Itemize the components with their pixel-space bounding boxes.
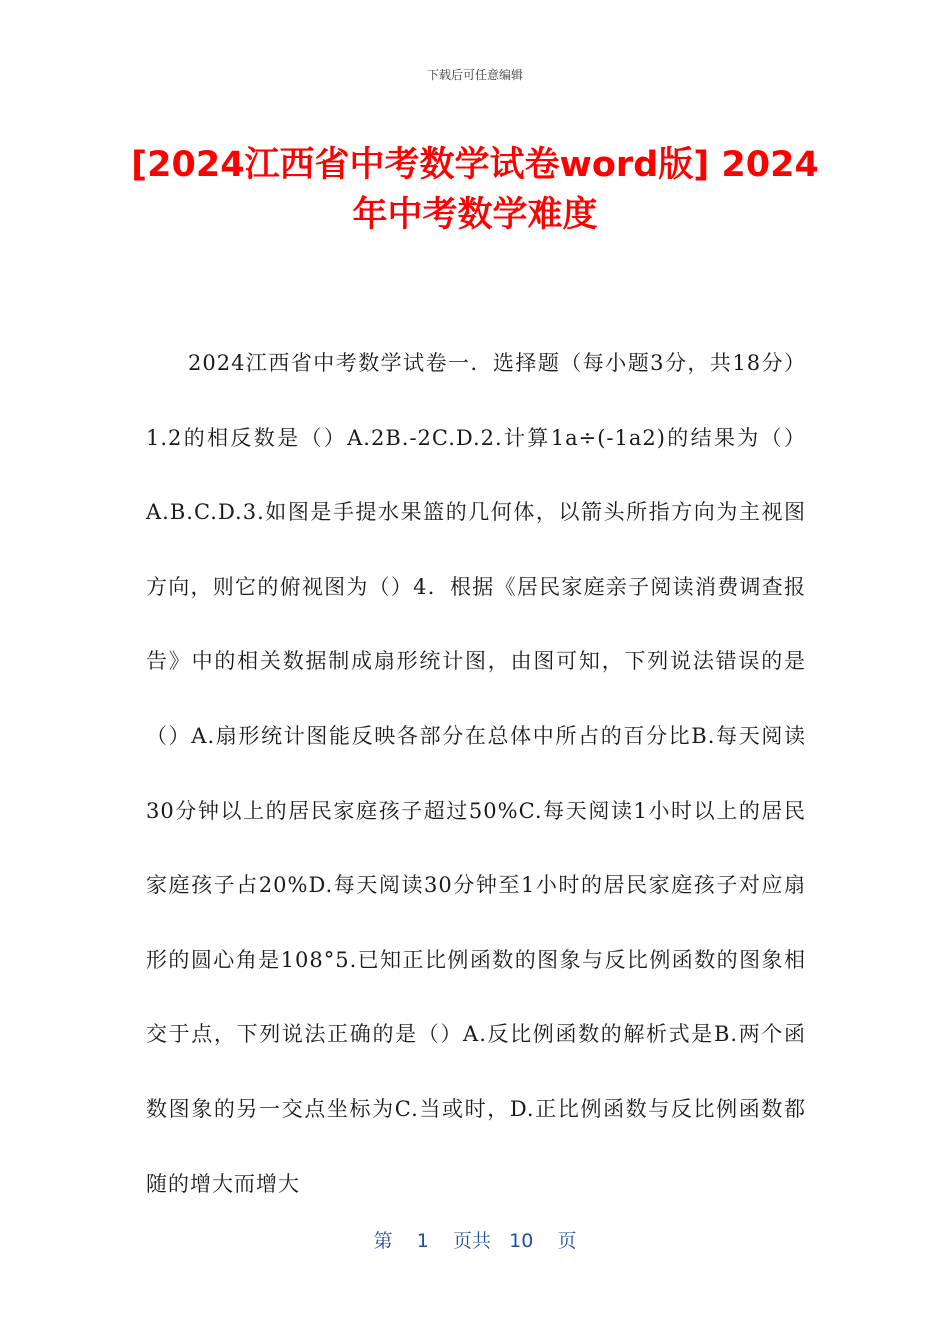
header-note: 下载后可任意编辑	[426, 68, 523, 82]
page-total: 10	[509, 1230, 534, 1252]
page-suffix: 页	[557, 1230, 577, 1252]
document-body: 2024江西省中考数学试卷一．选择题（每小题3分，共18分）1.2的相反数是（）A.2B.-2C.D.2.计算1a÷(-1a2)的结果为（）A.B.C.D.3.如图是手提水果篮的几何体，以箭头所指方向为主视图方向，则它的俯视图为（）4．根据《居民家庭亲子阅读消费调查报告》中的相关数据制成扇形统计图，由图可知，下列说法错误的是（）A.扇形统计图能反映各部分在总体中所占的百分比B.每天阅读30分钟以上的居民家庭孩子超过50%C.每天阅读1小时以上的居民家庭孩子占20%D.每天阅读30分钟至1小时的居民家庭孩子对应扇形的圆心角是108°5.已知正比例函数的图象与反比例函数的图象相交于点，下列说法正确的是（）A.反比例函数的解析式是B.两个函数图象的另一交点坐标为C.当或时，D.正比例函数与反比例函数都随的增大而增大	[146, 351, 806, 1196]
page-footer	[0, 1226, 950, 1253]
page-number: 1	[416, 1230, 429, 1252]
page-middle: 页共	[452, 1230, 491, 1252]
document-title: [2024江西省中考数学试卷word版] 2024年中考数学难度	[131, 145, 819, 235]
page-prefix: 第	[373, 1230, 393, 1252]
